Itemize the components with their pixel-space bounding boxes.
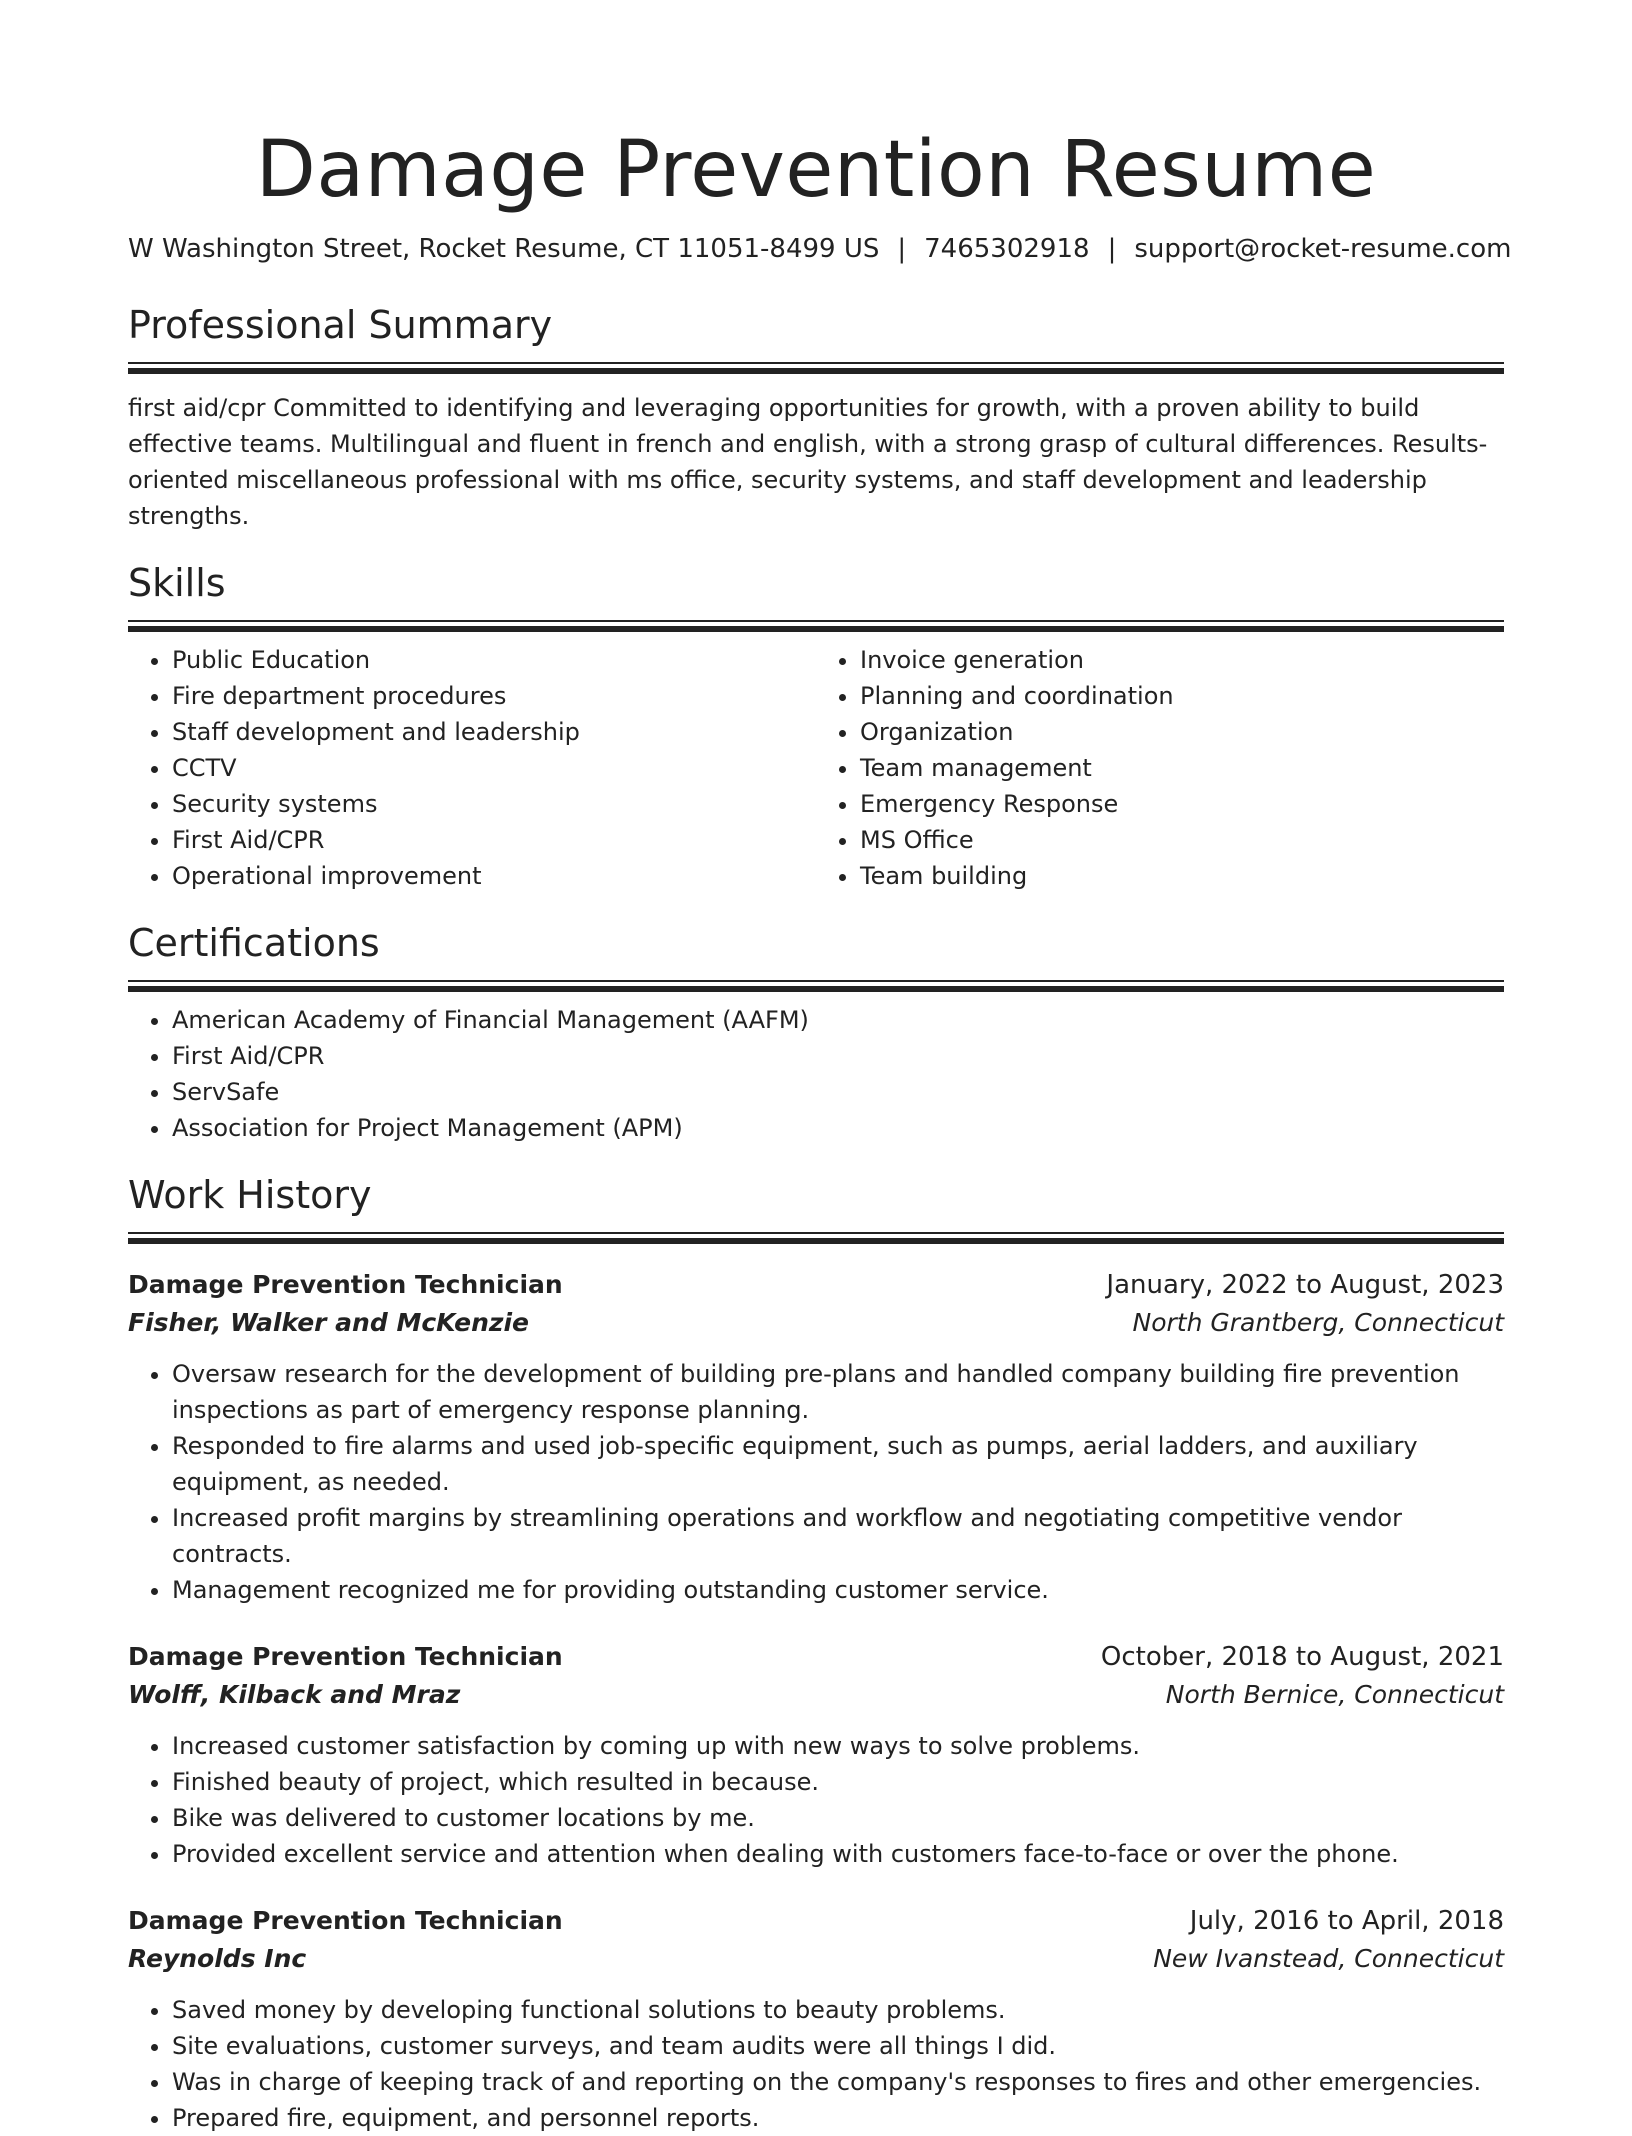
- skill-item: • Fire department procedures: [172, 678, 816, 714]
- section-divider: [128, 980, 1504, 992]
- job-bullets: [128, 1728, 1504, 1872]
- job-bullets: [128, 1992, 1504, 2136]
- summary-section: [128, 302, 1504, 534]
- work-history-section: [128, 1172, 1504, 2136]
- job-bullet: • Prepared fire, equipment, and personnel reports.: [172, 2100, 1504, 2136]
- job-subheader: [128, 1676, 1504, 1714]
- certification-item: • ServSafe: [172, 1074, 1504, 1110]
- section-title-skills: Skills: [128, 561, 226, 605]
- skill-item: • Operational improvement: [172, 858, 816, 894]
- job-company: Fisher, Walker and McKenzie: [128, 1308, 529, 1337]
- skill-item: • CCTV: [172, 750, 816, 786]
- skill-item: • Security systems: [172, 786, 816, 822]
- job-header: [128, 1902, 1504, 1940]
- job-title: Damage Prevention Technician: [128, 1270, 563, 1299]
- section-divider: [128, 620, 1504, 632]
- job-entry: [128, 1902, 1504, 2136]
- job-subheader: [128, 1940, 1504, 1978]
- job-bullet: • Increased profit margins by streamlining operations and workflow and negotiating competitive vendor contracts.: [172, 1500, 1504, 1572]
- skill-item: • Staff development and leadership: [172, 714, 816, 750]
- job-title: Damage Prevention Technician: [128, 1642, 563, 1671]
- job-bullet: • Oversaw research for the development of building pre-plans and handled company building fire prevention inspections as part of emergency response planning.: [172, 1356, 1504, 1428]
- job-company: Wolff, Kilback and Mraz: [128, 1680, 461, 1709]
- job-header: [128, 1266, 1504, 1304]
- job-bullet: • Saved money by developing functional solutions to beauty problems.: [172, 1992, 1504, 2028]
- job-bullets: [128, 1356, 1504, 1608]
- job-dates: October, 2018 to August, 2021: [1100, 1642, 1504, 1672]
- job-header: [128, 1638, 1504, 1676]
- contact-separator: |: [897, 234, 907, 264]
- skill-item: • First Aid/CPR: [172, 822, 816, 858]
- skill-item: • Invoice generation: [860, 642, 1504, 678]
- contact-separator: |: [1107, 234, 1117, 264]
- job-dates: January, 2022 to August, 2023: [1106, 1270, 1504, 1300]
- contact-line: [128, 234, 1512, 264]
- job-bullet: • Site evaluations, customer surveys, and team audits were all things I did.: [172, 2028, 1504, 2064]
- job-entry: [128, 1638, 1504, 1872]
- job-location: New Ivanstead, Connecticut: [1153, 1944, 1504, 1973]
- contact-email[interactable]: support@rocket-resume.com: [1134, 234, 1512, 264]
- certifications-section: [128, 920, 1504, 1146]
- certification-item: • American Academy of Financial Management (AAFM): [172, 1002, 1504, 1038]
- skill-item: • Team management: [860, 750, 1504, 786]
- job-bullet: • Responded to fire alarms and used job-specific equipment, such as pumps, aerial ladders, and auxiliary equipment, as needed.: [172, 1428, 1504, 1500]
- job-bullet: • Finished beauty of project, which resulted in because.: [172, 1764, 1504, 1800]
- resume-title: Damage Prevention Resume: [255, 125, 1377, 215]
- skill-item: • Planning and coordination: [860, 678, 1504, 714]
- section-title-certifications: Certifications: [128, 921, 380, 965]
- skill-item: • Organization: [860, 714, 1504, 750]
- job-bullet: • Management recognized me for providing outstanding customer service.: [172, 1572, 1504, 1608]
- skill-item: • Public Education: [172, 642, 816, 678]
- job-title: Damage Prevention Technician: [128, 1906, 563, 1935]
- contact-address: W Washington Street, Rocket Resume, CT 11051-8499 US: [128, 234, 880, 264]
- job-company: Reynolds Inc: [128, 1944, 307, 1973]
- summary-text: first aid/cpr Committed to identifying and leveraging opportunities for growth, with a proven ability to build effective teams. Multilingual and fluent in french and english, with a strong grasp of cultural differences. Results-oriented miscellaneous professional with ms office, security systems, and staff development and leadership strengths.: [128, 394, 1488, 530]
- job-location: North Grantberg, Connecticut: [1132, 1308, 1504, 1337]
- section-title-summary: Professional Summary: [128, 303, 553, 347]
- section-divider: [128, 362, 1504, 374]
- job-location: North Bernice, Connecticut: [1165, 1680, 1504, 1709]
- certifications-list: [128, 1002, 1504, 1146]
- job-entry: [128, 1266, 1504, 1608]
- job-bullet: • Provided excellent service and attention when dealing with customers face-to-face or over the phone.: [172, 1836, 1504, 1872]
- job-bullet: • Was in charge of keeping track of and reporting on the company's responses to fires and other emergencies.: [172, 2064, 1504, 2100]
- job-bullet: • Bike was delivered to customer locations by me.: [172, 1800, 1504, 1836]
- section-title-work-history: Work History: [128, 1173, 372, 1217]
- contact-phone: 7465302918: [924, 234, 1090, 264]
- certification-item: • First Aid/CPR: [172, 1038, 1504, 1074]
- skills-list-left: [128, 642, 816, 894]
- certification-item: • Association for Project Management (APM): [172, 1110, 1504, 1146]
- skills-columns: [128, 632, 1504, 894]
- skill-item: • Team building: [860, 858, 1504, 894]
- job-bullet: • Increased customer satisfaction by coming up with new ways to solve problems.: [172, 1728, 1504, 1764]
- skills-list-right: [816, 642, 1504, 894]
- skills-section: [128, 560, 1504, 894]
- section-divider: [128, 1232, 1504, 1244]
- job-dates: July, 2016 to April, 2018: [1189, 1906, 1504, 1936]
- skill-item: • Emergency Response: [860, 786, 1504, 822]
- skill-item: • MS Office: [860, 822, 1504, 858]
- job-subheader: [128, 1304, 1504, 1342]
